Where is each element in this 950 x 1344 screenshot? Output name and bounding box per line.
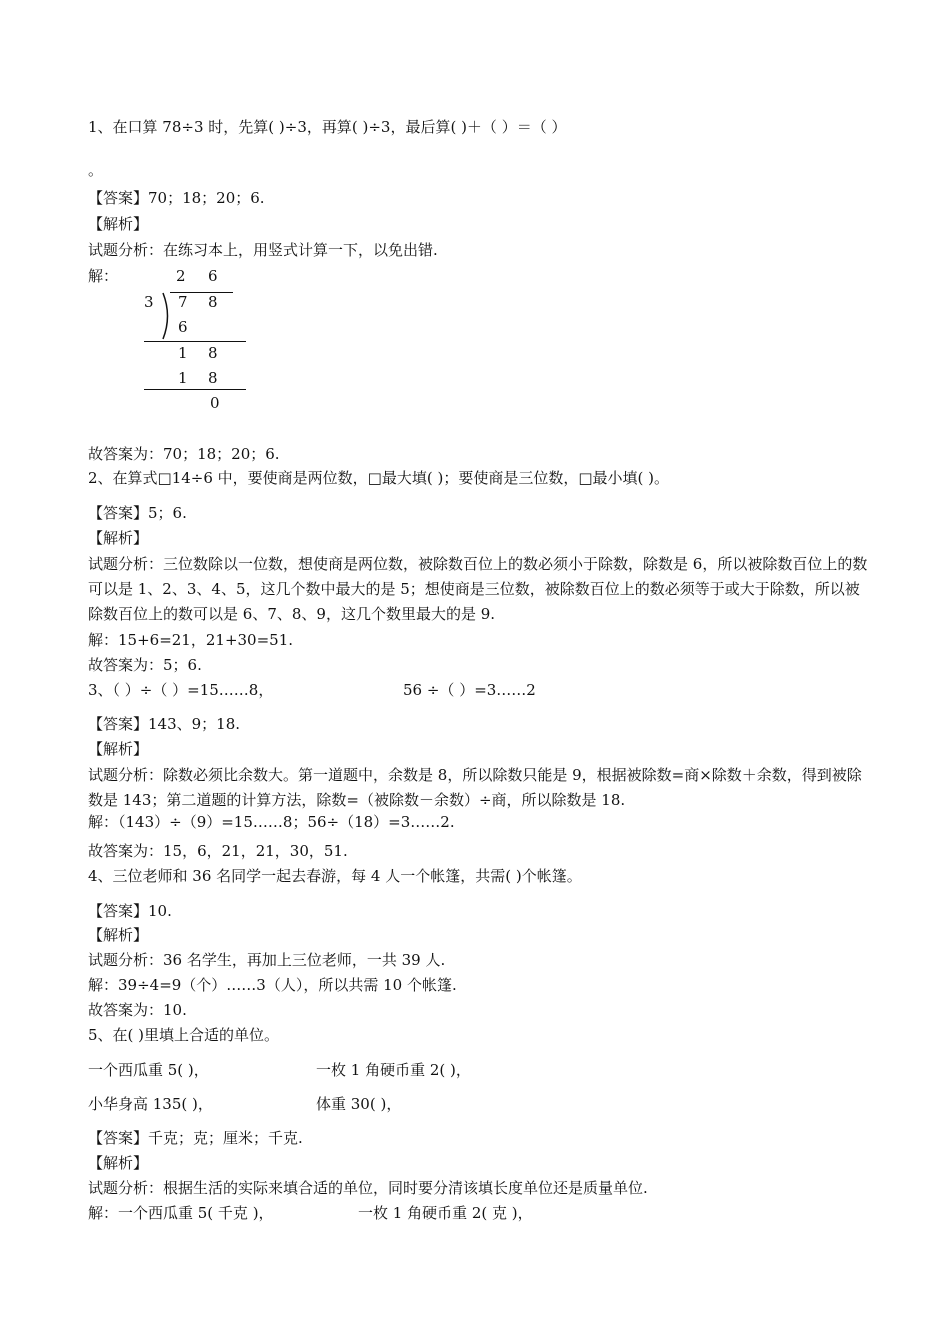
q1-solution-label: 解： xyxy=(88,267,119,285)
first-subtrahend: 6 xyxy=(178,318,188,336)
q3-analysis-label: 【解析】 xyxy=(88,740,149,758)
q2-answer: 【答案】5；6. xyxy=(88,504,187,522)
q5-answer: 【答案】千克；克；厘米；千克. xyxy=(88,1129,303,1147)
q4-analysis-label: 【解析】 xyxy=(88,926,149,944)
q5-question: 5、在( )里填上合适的单位。 xyxy=(88,1026,280,1044)
q3-question-part2: 56 ÷（ ）=3……2 xyxy=(403,681,536,699)
q2-question: 2、在算式□14÷6 中，要使商是两位数，□最大填( )；要使商是三位数，□最小填( )。 xyxy=(88,469,669,487)
q4-analysis: 试题分析：36 名学生，再加上三位老师，一共 39 人. xyxy=(88,951,446,969)
dividend-tens: 7 xyxy=(178,293,188,311)
q4-question: 4、三位老师和 36 名同学一起去春游，每 4 人一个帐篷，共需( )个帐篷。 xyxy=(88,867,582,885)
q5-item-coin: 一枚 1 角硬币重 2( )， xyxy=(316,1061,471,1079)
q1-question-tail: 。 xyxy=(88,161,104,179)
division-bracket xyxy=(160,292,174,340)
q4-conclusion: 故答案为：10. xyxy=(88,1001,187,1019)
division-line-2 xyxy=(144,389,246,390)
q1-analysis: 试题分析：在练习本上，用竖式计算一下，以免出错. xyxy=(88,241,438,259)
quotient-tens: 2 xyxy=(176,267,186,285)
q5-solution-part2: 一枚 1 角硬币重 2( 克 )， xyxy=(358,1204,533,1222)
divisor: 3 xyxy=(144,293,154,311)
q2-solution: 解：15+6=21，21+30=51. xyxy=(88,631,294,649)
q2-analysis: 试题分析：三位数除以一位数，想使商是两位数，被除数百位上的数必须小于除数，除数是 6，所以被除数百位上的数可以是 1、2、3、4、5，这几个数中最大的是 5；想使商是三位数，被除数百位上的数必须等于或大于除数，所以被除数百位上的数可以是 6、7、8、9，这几个数里最大的是 9. xyxy=(88,555,868,623)
q5-item-height: 小华身高 135( )， xyxy=(88,1095,213,1113)
second-subtrahend-ones: 8 xyxy=(208,369,218,387)
q4-answer: 【答案】10. xyxy=(88,902,172,920)
q5-item-weight: 体重 30( )， xyxy=(316,1095,402,1113)
q1-conclusion: 故答案为：70；18；20；6. xyxy=(88,445,280,463)
q3-analysis: 试题分析：除数必须比余数大。第一道题中，余数是 8，所以除数只能是 9，根据被除数=商×除数＋余数，得到被除数是 143；第二道题的计算方法，除数=（被除数－余数）÷商，所以除数是 18. xyxy=(88,766,862,809)
remainder-ones: 8 xyxy=(208,344,218,362)
q5-analysis: 试题分析：根据生活的实际来填合适的单位，同时要分清该填长度单位还是质量单位. xyxy=(88,1179,648,1197)
q5-analysis-label: 【解析】 xyxy=(88,1154,149,1172)
second-subtrahend-tens: 1 xyxy=(178,369,188,387)
q3-answer: 【答案】143、9；18. xyxy=(88,715,241,733)
q5-solution-part1: 解：一个西瓜重 5( 千克 )， xyxy=(88,1204,274,1222)
q1-answer: 【答案】70；18；20；6. xyxy=(88,189,265,207)
q1-analysis-label: 【解析】 xyxy=(88,215,149,233)
q4-solution: 解：39÷4=9（个）……3（人），所以共需 10 个帐篷. xyxy=(88,976,457,994)
division-line-1 xyxy=(144,341,246,342)
q3-solution: 解：（143）÷（9）=15……8；56÷（18）=3……2. xyxy=(88,813,455,831)
dividend-ones: 8 xyxy=(208,293,218,311)
quotient-ones: 6 xyxy=(208,267,218,285)
q2-analysis-label: 【解析】 xyxy=(88,529,149,547)
q2-conclusion: 故答案为：5；6. xyxy=(88,656,202,674)
q1-question: 1、在口算 78÷3 时，先算( )÷3，再算( )÷3，最后算( )＋（ ）＝（ ） xyxy=(88,118,567,136)
q3-question-part1: 3、（ ）÷（ ）=15……8， xyxy=(88,681,274,699)
q3-conclusion: 故答案为：15，6，21，21，30，51. xyxy=(88,842,348,860)
final-remainder: 0 xyxy=(210,394,220,412)
remainder-tens: 1 xyxy=(178,344,188,362)
q5-item-watermelon: 一个西瓜重 5( )， xyxy=(88,1061,209,1079)
